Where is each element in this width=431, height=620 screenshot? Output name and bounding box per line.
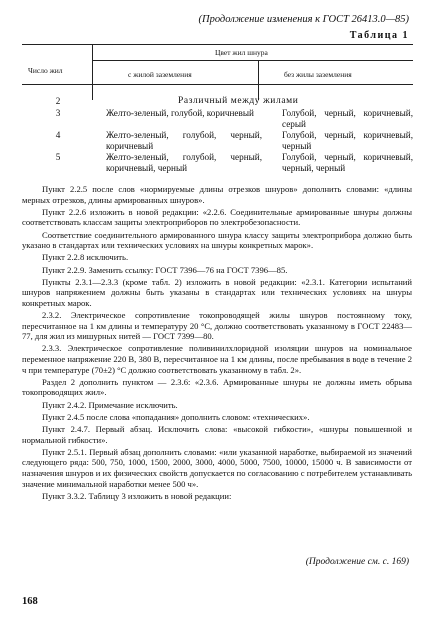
row-number: 4 — [55, 130, 61, 140]
merged-cell: Различный между жилами — [178, 96, 299, 106]
cell-with-ground: Желто-зеленый, голубой, черный, коричневый, черный — [106, 152, 262, 173]
row-number: 2 — [55, 96, 61, 106]
column-divider-1 — [92, 44, 93, 100]
paragraph: Пункт 2.4.5 после слова «попадания» дополнить словом: «технических». — [42, 411, 310, 422]
paragraph: Раздел 2 дополнить пунктом — 2.3.6: «2.3.6. Армированные шнуры не должны иметь обрыва токопроводящих жил». — [22, 376, 412, 398]
table-top-rule — [22, 44, 413, 45]
cell-with-ground: Желто-зеленый, голубой, черный, коричневый — [106, 130, 262, 151]
paragraph: 2.3.2. Электрическое сопротивление токопроводящей жилы шнуров постоянному току, пересчитанное на 1 км длины и температуру 20 °С, должно соответствовать указанному в ГОСТ 22483—77, для жил из мишурных нитей — ГОСТ 7399—80. — [22, 310, 412, 342]
row-number: 5 — [55, 152, 61, 162]
group-header-rule — [92, 60, 413, 61]
header-without-ground: без жилы заземления — [284, 70, 352, 79]
header-with-ground: с жилой заземления — [128, 70, 192, 79]
continuation-header: (Продолжение изменения к ГОСТ 26413.0—85) — [198, 14, 409, 25]
paragraph: Пункт 2.2.5 после слов «нормируемые длины отрезков шнуров» дополнить словами: «длины мерных отрезков, длины армированных шнуров». — [22, 184, 412, 205]
paragraph: Пункты 2.3.1—2.3.3 (кроме табл. 2) изложить в новой редакции: «2.3.1. Категории испытаний шнуров напряжением должны быть указаны в стандартах или технических условиях на шнуры конкретных марок. — [22, 276, 412, 308]
body-text — [22, 184, 412, 503]
cell-without-ground: Голубой, черный, коричневый, черный, черный — [282, 152, 413, 173]
row-number: 3 — [55, 108, 61, 118]
page-number: 168 — [22, 596, 38, 607]
paragraph: Пункт 2.5.1. Первый абзац дополнить словами: «или указанной наработке, выбираемой из значений следующего ряда: 500, 750, 1000, 1500, 2000, 3000, 4000, 5000, 7500, 10000, 15000 ч. В зависимости от назначения шнуров и их физических свойств допускается по согласованию с потребителем устанавливать значение минимальной наработки менее 500 ч». — [22, 446, 412, 489]
cell-without-ground: Голубой, черный, коричневый, черный — [282, 130, 413, 151]
header-number-of-cores: Число жил — [28, 66, 63, 75]
header-core-color: Цвет жил шнура — [215, 48, 268, 57]
continuation-footer: (Продолжение см. с. 169) — [305, 557, 409, 567]
paragraph: Пункт 2.2.8 исключить. — [42, 252, 129, 263]
paragraph: Пункт 2.4.7. Первый абзац. Исключить слова: «высокой гибкости», «шнуры повышенной и нормальной гибкости». — [22, 424, 412, 445]
paragraph: Пункт 2.4.2. Примечание исключить. — [42, 399, 178, 410]
paragraph: 2.3.3. Электрическое сопротивление поливинилхлоридной изоляции шнуров на номинальное переменное напряжение 220 В, 380 В, пересчитанное на 1 км длины, после пребывания в воде в течение 2 ч при температуре (70±2) °С должно соответствовать указанному в табл. 2». — [22, 343, 412, 375]
paragraph: Пункт 2.2.6 изложить в новой редакции: «2.2.6. Соединительные армированные шнуры должны соответствовать классам защиты электроприборов по электробезопасности. — [22, 206, 412, 228]
colors-table-header — [22, 44, 413, 100]
paragraph: Пункт 3.3.2. Таблицу 3 изложить в новой редакции: — [42, 490, 232, 501]
cell-with-ground: Желто-зеленый, голубой, коричневый — [106, 108, 254, 118]
cell-without-ground: Голубой, черный, коричневый, серый — [282, 108, 413, 129]
table-header-bottom-rule — [22, 84, 413, 85]
paragraph: Пункт 2.2.9. Заменить ссылку: ГОСТ 7396—76 на ГОСТ 7396—85. — [42, 264, 288, 275]
table-label: Таблица 1 — [349, 30, 409, 41]
column-divider-2 — [258, 60, 259, 100]
paragraph: Соответствие соединительного армированного шнура классу защиты электроприбора должно быть указано в стандартах или технических условиях на шнуры конкретных марок». — [22, 229, 412, 251]
